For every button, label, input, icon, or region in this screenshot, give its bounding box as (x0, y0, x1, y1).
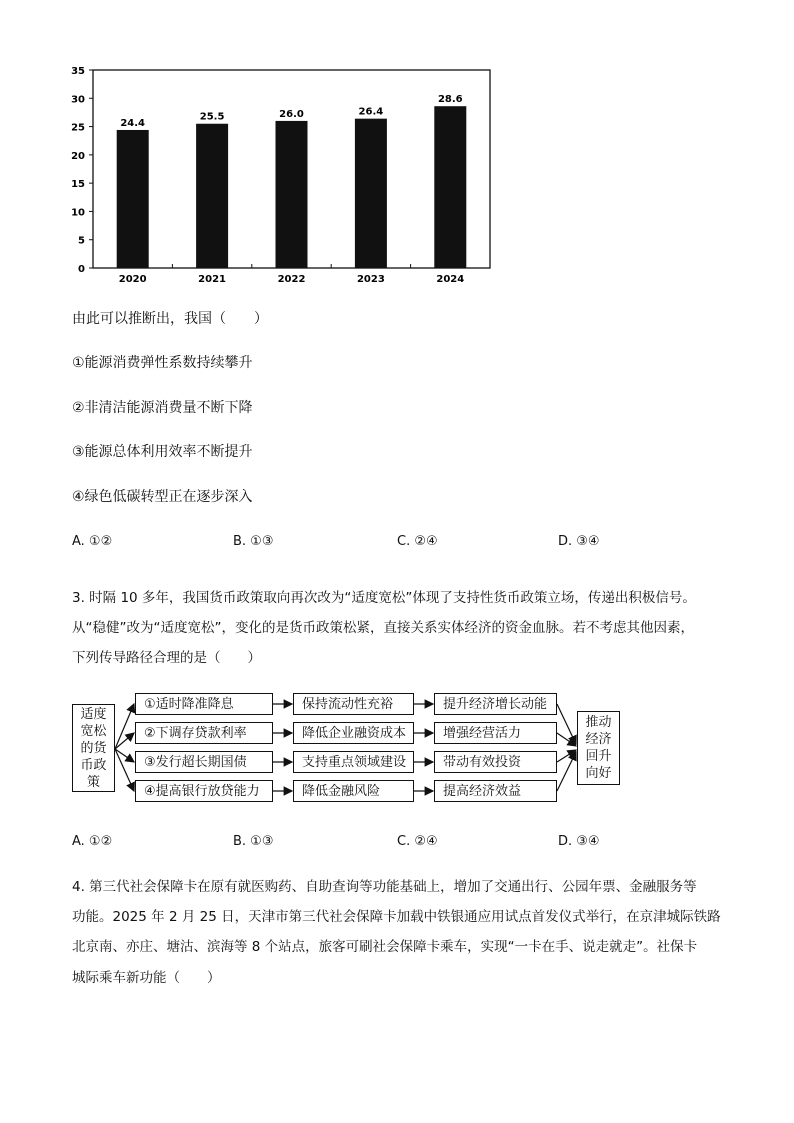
flow-col2-item-1: 保持流动性充裕 (293, 693, 414, 715)
q2-item-3: ③能源总体利用效率不断提升 (72, 444, 253, 460)
x-tick-label: 2022 (277, 274, 306, 285)
y-tick-label: 30 (71, 94, 85, 106)
flow-col2-item-4: 降低金融风险 (293, 780, 414, 802)
flow-source-box (72, 704, 115, 792)
q3-option-c[interactable]: C. ②④ (397, 834, 438, 849)
bar-value-label: 26.0 (279, 108, 304, 120)
bar-value-label: 28.6 (437, 94, 463, 106)
flow-target-box (577, 711, 620, 785)
q2-option-c[interactable]: C. ②④ (397, 534, 438, 549)
y-tick-label: 20 (71, 150, 85, 162)
q3-line-2: 从“稳健”改为“适度宽松”，变化的是货币政策松紧，直接关系实体经济的资金血脉。若不考虑其他因素， (72, 620, 694, 636)
y-tick-label: 35 (71, 66, 85, 77)
q3-line-3: 下列传导路径合理的是（ ） (72, 650, 261, 666)
y-tick-label: 25 (71, 122, 85, 134)
q3-option-d[interactable]: D. ③④ (558, 834, 600, 849)
q2-option-d[interactable]: D. ③④ (558, 534, 600, 549)
q2-stem: 由此可以推断出，我国（ ） (72, 311, 268, 327)
q2-option-b[interactable]: B. ①③ (233, 534, 274, 549)
flow-col1-item-2: ②下调存贷款利率 (135, 722, 273, 744)
x-tick-label: 2020 (118, 274, 147, 285)
flow-col3-item-3: 带动有效投资 (434, 751, 557, 773)
flow-col3-item-2: 增强经营活力 (434, 722, 557, 744)
flow-col2-item-2: 降低企业融资成本 (293, 722, 414, 744)
flow-source-label: 适度宽松的货币政策 (80, 706, 107, 790)
y-tick-label: 10 (71, 207, 85, 219)
flow-col2-item-3: 支持重点领域建设 (293, 751, 414, 773)
y-tick-label: 5 (78, 235, 85, 247)
x-tick-label: 2021 (198, 274, 227, 285)
bar-value-label: 24.4 (120, 117, 146, 129)
x-tick-label: 2024 (436, 274, 465, 285)
q2-item-4: ④绿色低碳转型正在逐步深入 (72, 489, 253, 505)
flow-col1-item-3: ③发行超长期国债 (135, 751, 273, 773)
q4-line-3: 北京南、亦庄、塘沽、滨海等 8 个站点，旅客可刷社会保障卡乘车，实现“一卡在手、说走就走”。社保卡 (72, 939, 698, 955)
flow-col3-item-1: 提升经济增长动能 (434, 693, 557, 715)
bar-value-label: 26.4 (358, 106, 384, 118)
q2-item-1: ①能源消费弹性系数持续攀升 (72, 355, 253, 371)
q2-option-a[interactable]: A. ①② (72, 534, 113, 549)
q3-option-a[interactable]: A. ①② (72, 834, 113, 849)
y-tick-label: 15 (71, 179, 85, 191)
q4-line-1: 4. 第三代社会保障卡在原有就医购药、自助查询等功能基础上，增加了交通出行、公园年票、金融服务等 (72, 879, 697, 895)
flow-col1-item-1: ①适时降准降息 (135, 693, 273, 715)
bar-value-label: 25.5 (199, 111, 225, 123)
q3-line-1: 3. 时隔 10 多年，我国货币政策取向再次改为“适度宽松”体现了支持性货币政策立场，传递出积极信号。 (72, 590, 696, 606)
flow-target-label: 推动经济回升向好 (585, 715, 612, 781)
y-tick-label: 0 (78, 264, 85, 275)
flow-col3-item-4: 提高经济效益 (434, 780, 557, 802)
q3-option-b[interactable]: B. ①③ (233, 834, 274, 849)
q2-item-2: ②非清洁能源消费量不断下降 (72, 400, 253, 416)
q4-line-4: 城际乘车新功能（ ） (72, 970, 221, 986)
q4-line-2: 功能。2025 年 2 月 25 日，天津市第三代社会保障卡加载中铁银通应用试点首发仪式举行，在京津城际铁路 (72, 909, 721, 925)
flow-col1-item-4: ④提高银行放贷能力 (135, 780, 273, 802)
x-tick-label: 2023 (356, 274, 385, 285)
